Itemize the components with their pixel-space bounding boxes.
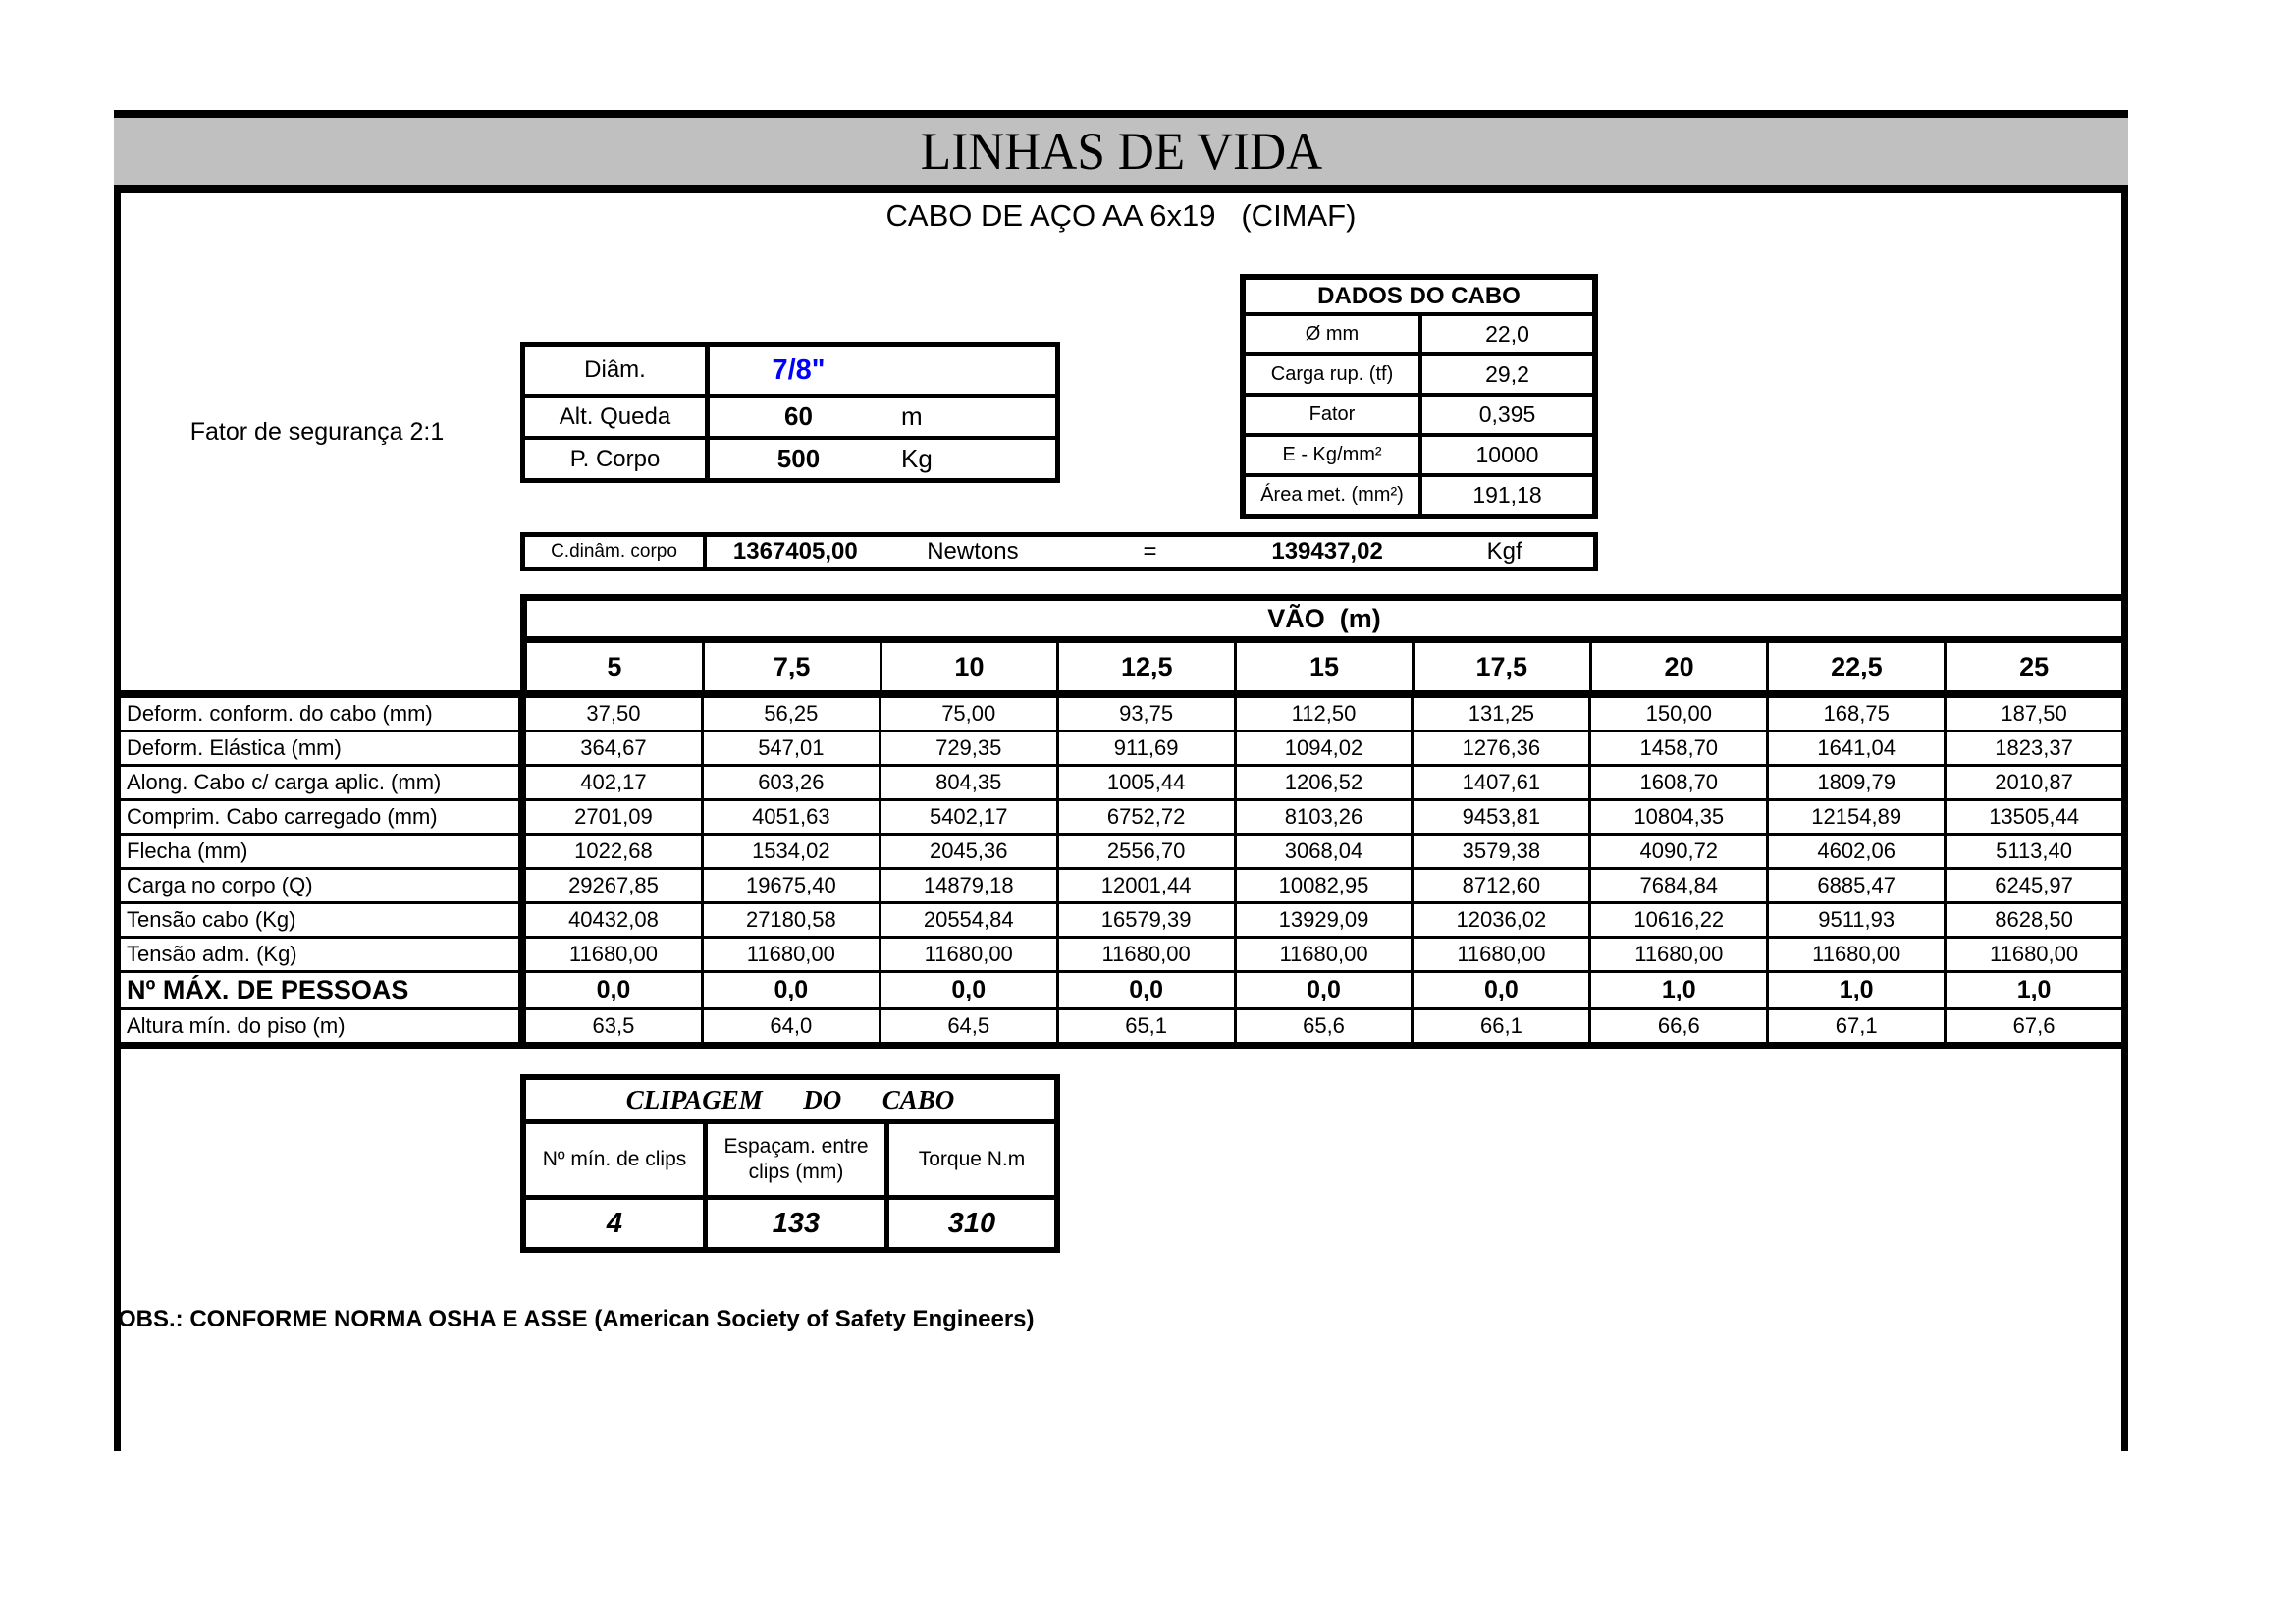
column-header: Nº mín. de clips: [526, 1124, 708, 1195]
page-subtitle: CABO DE AÇO AA 6x19 (CIMAF): [885, 198, 1357, 233]
row-label: Tensão cabo (Kg): [121, 904, 526, 936]
body-weight-input-cell[interactable]: 500: [776, 444, 821, 473]
row-label: Nº MÁX. DE PESSOAS: [121, 973, 526, 1007]
table-cell: 1005,44: [1059, 767, 1237, 798]
table-cell: 5113,40: [1996, 839, 2073, 863]
table-cell: 4090,72: [1591, 836, 1769, 867]
table-cell: 13505,44: [1989, 804, 2079, 829]
table-cell: 3579,38: [1414, 836, 1591, 867]
row-label: Carga rup. (tf): [1246, 356, 1422, 393]
table-cell: 1022,68: [526, 836, 704, 867]
table-cell: 8103,26: [1237, 801, 1415, 833]
table-row: [121, 836, 2121, 870]
table-cell: 1608,70: [1591, 767, 1769, 798]
cell-value: 22,0: [1485, 321, 1529, 347]
page-title: LINHAS DE VIDA: [920, 122, 1322, 181]
span-column-header: 22,5: [1769, 643, 1947, 690]
table-cell: 911,69: [1059, 732, 1237, 764]
table-cell: 11680,00: [1591, 939, 1769, 970]
cell-value: 191,18: [1472, 482, 1542, 508]
unit-label: [887, 347, 1055, 394]
table-cell: 10082,95: [1237, 870, 1415, 901]
equals-sign: =: [1143, 538, 1157, 565]
table-cell: 4602,06: [1769, 836, 1947, 867]
column-header: Torque N.m: [918, 1147, 1026, 1170]
table-row: [1246, 397, 1592, 437]
span-column-header: 7,5: [705, 643, 882, 690]
table-row: [121, 698, 2121, 732]
span-column-header: 20: [1592, 643, 1770, 690]
safety-factor-note: Fator de segurança 2:1: [189, 418, 445, 446]
table-cell: 64,5: [881, 1010, 1059, 1042]
row-label: Alt. Queda: [525, 398, 710, 436]
table-cell: 11680,00: [1990, 942, 2079, 966]
table-cell: 0,0: [1414, 973, 1591, 1007]
diameter-input-cell[interactable]: 7/8": [772, 353, 826, 386]
row-label: E - Kg/mm²: [1246, 437, 1422, 473]
table-cell: 4051,63: [704, 801, 881, 833]
table-cell: 187,50: [2001, 701, 2067, 726]
table-cell: 66,1: [1414, 1010, 1591, 1042]
table-cell: 93,75: [1059, 698, 1237, 730]
row-label: Comprim. Cabo carregado (mm): [121, 801, 526, 833]
obs-note: OBS.: CONFORME NORMA OSHA E ASSE (American Society of Safety Engineers): [118, 1306, 1035, 1332]
table-cell: 12001,44: [1059, 870, 1237, 901]
table-cell: 65,6: [1237, 1010, 1415, 1042]
table-cell: 1809,79: [1769, 767, 1947, 798]
table-cell: 67,6: [2012, 1013, 2056, 1038]
table-cell: 12036,02: [1414, 904, 1591, 936]
table-cell: 29267,85: [526, 870, 704, 901]
table-cell: 1823,37: [1995, 735, 2073, 760]
table-cell: 1641,04: [1769, 732, 1947, 764]
table-cell: 0,0: [526, 973, 704, 1007]
table-cell: 63,5: [526, 1010, 704, 1042]
table-cell: 112,50: [1237, 698, 1415, 730]
row-label: Deform. conform. do cabo (mm): [121, 698, 526, 730]
table-cell: 6752,72: [1059, 801, 1237, 833]
table-row: [1246, 356, 1592, 397]
table-cell: 9511,93: [1769, 904, 1947, 936]
cell-value: 133: [708, 1200, 889, 1247]
table-cell: 13929,09: [1237, 904, 1415, 936]
table-row: [121, 973, 2121, 1010]
table-cell: 20554,84: [881, 904, 1059, 936]
dynamic-load-row: [520, 532, 1598, 571]
table-cell: 402,17: [526, 767, 704, 798]
table-row: [121, 732, 2121, 767]
span-column-header: 12,5: [1059, 643, 1237, 690]
row-label: Tensão adm. (Kg): [121, 939, 526, 970]
table-cell: 0,0: [1059, 973, 1237, 1007]
table-cell: 10616,22: [1591, 904, 1769, 936]
kgf-value: 139437,02: [1271, 538, 1383, 565]
clipagem-values: [526, 1200, 1054, 1247]
table-cell: 12154,89: [1769, 801, 1947, 833]
table-cell: 11680,00: [1237, 939, 1415, 970]
table-cell: 131,25: [1414, 698, 1591, 730]
table-cell: 2556,70: [1059, 836, 1237, 867]
row-label: Flecha (mm): [121, 836, 526, 867]
kgf-unit: Kgf: [1486, 538, 1522, 565]
table-cell: 1206,52: [1237, 767, 1415, 798]
table-cell: 1276,36: [1414, 732, 1591, 764]
table-cell: 5402,17: [881, 801, 1059, 833]
row-label: Diâm.: [525, 347, 710, 394]
table-cell: 7684,84: [1591, 870, 1769, 901]
table-row: [525, 440, 1055, 478]
table-cell: 603,26: [704, 767, 881, 798]
table-cell: 0,0: [881, 973, 1059, 1007]
table-cell: 16579,39: [1059, 904, 1237, 936]
newtons-unit: Newtons: [927, 538, 1019, 565]
table-row: [121, 801, 2121, 836]
dados-do-cabo-table: [1240, 274, 1598, 519]
table-row: [1246, 477, 1592, 514]
table-cell: 0,0: [704, 973, 881, 1007]
cell-value: 10000: [1475, 442, 1539, 467]
row-label: P. Corpo: [525, 440, 710, 478]
span-column-header: 5: [527, 643, 705, 690]
table-row: [525, 347, 1055, 398]
table-cell: 1094,02: [1237, 732, 1415, 764]
table-cell: 1,0: [1591, 973, 1769, 1007]
table-cell: 8628,50: [1995, 907, 2073, 932]
row-label: Altura mín. do piso (m): [121, 1010, 526, 1042]
table-cell: 168,75: [1769, 698, 1947, 730]
table-cell: 2701,09: [526, 801, 704, 833]
dados-title: DADOS DO CABO: [1246, 280, 1592, 316]
table-cell: 1,0: [1769, 973, 1947, 1007]
span-column-header: 15: [1237, 643, 1415, 690]
cell-value: 29,2: [1485, 361, 1529, 387]
table-cell: 9453,81: [1414, 801, 1591, 833]
table-cell: 6885,47: [1769, 870, 1947, 901]
table-cell: 14879,18: [881, 870, 1059, 901]
table-cell: 1407,61: [1414, 767, 1591, 798]
fall-height-input-cell[interactable]: 60: [784, 402, 813, 431]
table-cell: 40432,08: [526, 904, 704, 936]
table-cell: 11680,00: [1769, 939, 1947, 970]
span-column-header: 10: [882, 643, 1060, 690]
table-row: [1246, 316, 1592, 356]
cell-value: 0,395: [1478, 402, 1536, 427]
table-cell: 6245,97: [1995, 873, 2073, 897]
vao-header-band: VÃO (m): [520, 594, 2128, 643]
row-label: Carga no corpo (Q): [121, 870, 526, 901]
row-label: Along. Cabo c/ carga aplic. (mm): [121, 767, 526, 798]
table-cell: 10804,35: [1591, 801, 1769, 833]
table-cell: 0,0: [1237, 973, 1415, 1007]
row-label: Fator: [1246, 397, 1422, 433]
table-row: [121, 904, 2121, 939]
table-cell: 67,1: [1769, 1010, 1947, 1042]
table-cell: 150,00: [1591, 698, 1769, 730]
column-header: Espaçam. entre clips (mm): [708, 1124, 889, 1195]
table-cell: 2045,36: [881, 836, 1059, 867]
vao-span-headers: [520, 643, 2128, 690]
table-cell: 8712,60: [1414, 870, 1591, 901]
cell-value: 310: [947, 1207, 996, 1239]
table-cell: 11680,00: [1059, 939, 1237, 970]
clipagem-table: [520, 1074, 1060, 1253]
table-cell: 11680,00: [1414, 939, 1591, 970]
table-row: [121, 939, 2121, 973]
cell-value: 4: [526, 1200, 708, 1247]
table-cell: 1,0: [2016, 976, 2052, 1003]
table-cell: 547,01: [704, 732, 881, 764]
unit-label: Kg: [901, 444, 933, 473]
span-column-header: 17,5: [1415, 643, 1592, 690]
table-cell: 11680,00: [526, 939, 704, 970]
table-cell: 1534,02: [704, 836, 881, 867]
table-cell: 364,67: [526, 732, 704, 764]
table-cell: 11680,00: [704, 939, 881, 970]
table-cell: 75,00: [881, 698, 1059, 730]
clipagem-headers: [526, 1124, 1054, 1200]
span-column-header: 25: [2019, 651, 2050, 681]
vao-table: [114, 690, 2128, 1049]
row-label: Deform. Elástica (mm): [121, 732, 526, 764]
table-row: [1246, 437, 1592, 477]
table-row: [121, 870, 2121, 904]
table-cell: 729,35: [881, 732, 1059, 764]
table-cell: 2010,87: [1995, 770, 2073, 794]
table-cell: 66,6: [1591, 1010, 1769, 1042]
newtons-value: 1367405,00: [732, 538, 858, 565]
table-cell: 3068,04: [1237, 836, 1415, 867]
table-row: [121, 1010, 2121, 1042]
table-cell: 64,0: [704, 1010, 881, 1042]
table-row: [121, 767, 2121, 801]
table-cell: 56,25: [704, 698, 881, 730]
row-label: C.dinâm. corpo: [525, 537, 707, 567]
table-cell: 11680,00: [881, 939, 1059, 970]
title-banner: [114, 110, 2128, 193]
clipagem-title: CLIPAGEM DO CABO: [526, 1080, 1054, 1124]
table-row: [525, 398, 1055, 440]
unit-label: m: [901, 402, 923, 431]
table-cell: 804,35: [881, 767, 1059, 798]
table-cell: 65,1: [1059, 1010, 1237, 1042]
table-cell: 1458,70: [1591, 732, 1769, 764]
row-label: Área met. (mm²): [1246, 477, 1422, 514]
input-parameters-table: [520, 342, 1060, 483]
table-cell: 19675,40: [704, 870, 881, 901]
table-cell: 27180,58: [704, 904, 881, 936]
table-cell: 37,50: [526, 698, 704, 730]
row-label: Ø mm: [1246, 316, 1422, 352]
